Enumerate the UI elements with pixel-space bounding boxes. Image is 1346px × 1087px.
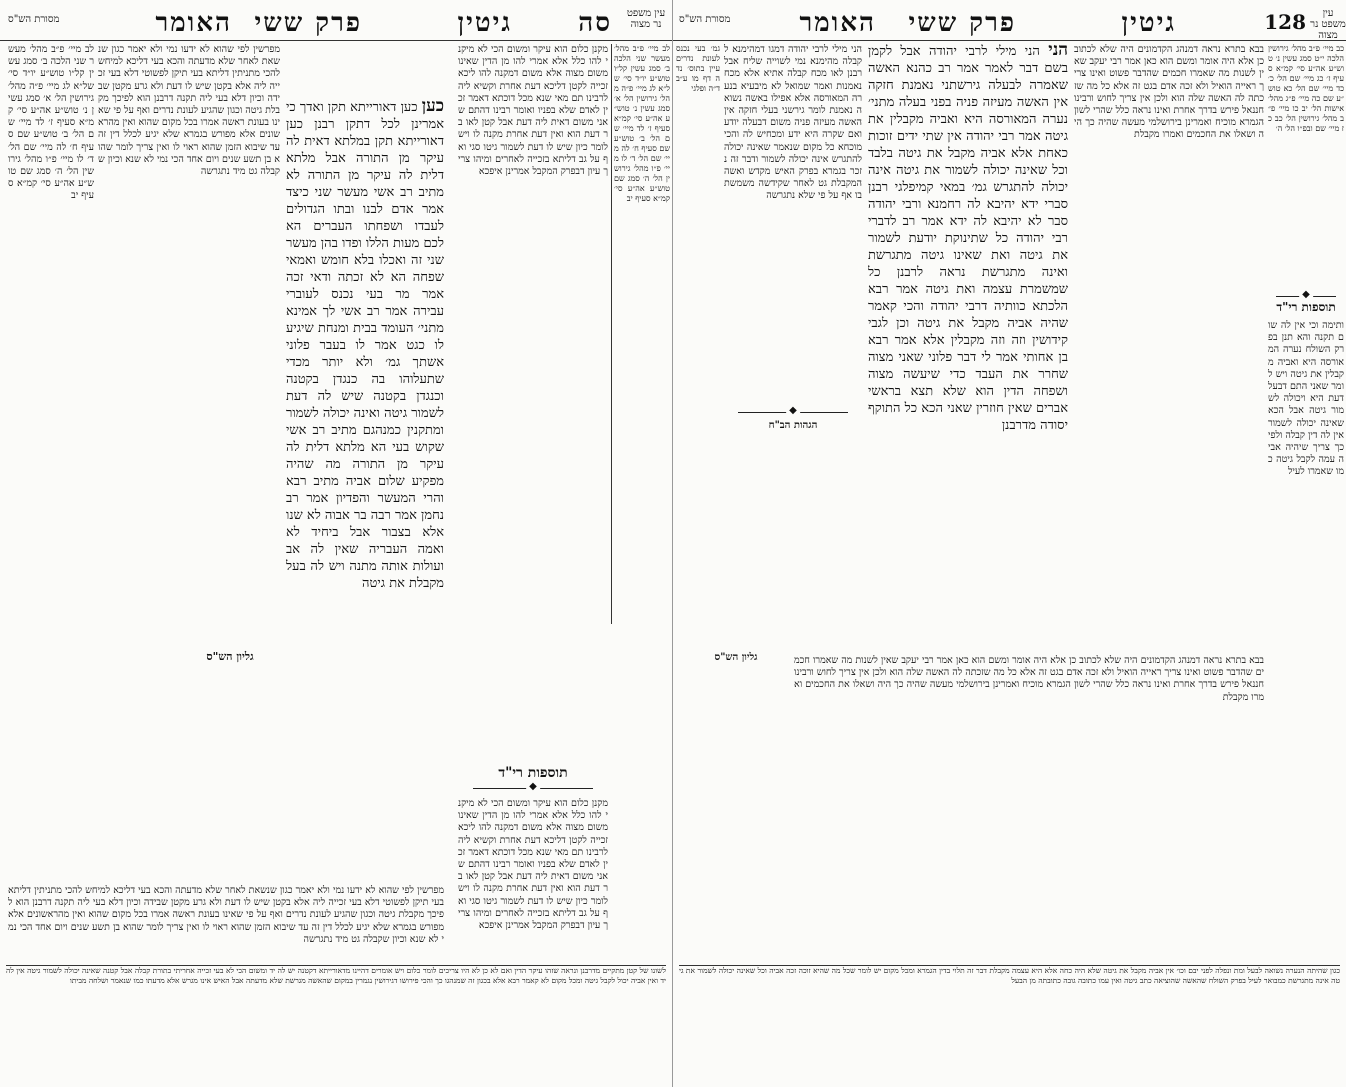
right-tosafot-rid-column: ותימה וכי אין לה שום תקנה והא תנן בפרק השולח נערה המאורסה היא ואביה מקבלין את גיטה ויש לומר שאני התם דבעל דעת היא ויכולה לשמור גיטה אבל הכא שאינה יכולה לשמור אין לה דין קבלה ולפיכך צריך שיהיה אביה עמה לקבל גיטה כמו שאמרו לעיל (1268, 320, 1344, 478)
right-perek-number: פרק ששי (908, 8, 1016, 38)
right-tosafot-column: בבא בתרא נראה דמנהג הקדמונים היה שלא לכתוב כן אלא היה אומר ומשם הוא כאן אמר רבי יעקב שאין לשנות מה שאמרו חכמים שהדבר פשוט ואינו צריך ראייה הואיל ולא זכה אדם בגט זה אלא כל מה שזכתה לה האשה שלה הוא ולכן אין צריך לחוש ורבינו חננאל פירש בדרך אחרת ואינו נראה כלל שהרי לשון הגמרא מוכיח ואמרינן בירושלמי מעשה שהיה כך היה ושאלו את החכמים ואמרו מקבלת (1074, 44, 1264, 141)
right-ornament-divider-2 (724, 408, 862, 418)
left-ein-mishpat-label: עין משפט נר מצוה (626, 8, 666, 30)
left-masoret-column: לב מיי׳ פ״ב מהל׳ מעשר שני הלכה ב׳ סמג עשין קל״ו טוש״ע יו״ד סי׳ של״א לג מיי׳ פ״ה מהל׳ גירושין הל׳ א׳ סמג עשין נ׳ טוש״ע אה״ע סי׳ קמ״א סעיף ז׳ לד מיי׳ שם הל׳ ב׳ טוש״ע שם סעיף ח׳ לה מיי׳ שם הל׳ ד׳ לו מיי׳ פ״ו מהל׳ גירושין הל׳ ה׳ סמג שם טוש״ע אה״ע סי׳ קמ״א סעיף יב (8, 44, 94, 202)
right-ein-mishpat-column: כב מיי׳ פ״ב מהל׳ גירושין הלכה י״ט סמג עשין נ׳ טוש״ע אה״ע סי׳ קמ״א סעיף ז׳ כג מיי׳ שם הל׳ כ׳ כד מיי׳ שם הל׳ כא טוש״ע שם כה מיי׳ פ״ג מהל׳ אישות הל׳ יב כו מיי׳ פ״ב מהל׳ גירושין הל׳ כב כז מיי׳ שם ובפ״ו הל׳ ה׳ (1268, 44, 1344, 133)
right-gilyon-title: גליון הש"ס (714, 652, 758, 663)
right-rashi-column: הני מילי לרבי יהודה דמגו דמהימנא לקבלה מהימנא נמי לשוייה שליח אבל רבנן לאו מכח קבלה אתיא אלא מכח נאמנות ואמר שמואל לא מיבעיא בנערה המאורסה אלא אפילו באשה נשואה נאמנת לומר גירשני בעלי חזקה אין האשה מעיזה פניה משום דבעלה יודע ואם שקרה היא ידע ומכחיש לה והכי מוכחא כל מקום שנאמר שאינה יכולה להתגרש אינה יכולה לשמור ודבר זה נזכר בגמרא בפרק האיש מקדש ואשה המקבלת גט לאחר שקידשה משמשת בו אף על פי שלא נתגרשה (724, 44, 862, 202)
right-page-header (673, 6, 1346, 41)
right-lower-commentary: בבא בתרא נראה דמנהג הקדמונים היה שלא לכתוב כן אלא היה אומר ומשם הוא כאן אמר רבי יעקב שאין לשנות מה שאמרו חכמים שהדבר פשוט ואינו צריך ראייה הואיל ולא זכה אדם בגט זה אלא כל מה שזכתה לה האשה שלה הוא ולכן אין צריך לחוש ורבינו חננאל פירש בדרך אחרת ואינו נראה כלל שהרי לשון הגמרא מוכיח ואמרינן בירושלמי מעשה שהיה כך היה ושאלו את החכמים ואמרו מקבלת (794, 655, 1264, 703)
left-masoret-label: מסורת הש"ס (8, 14, 60, 25)
left-perek-name: האומר (155, 8, 232, 38)
left-masechet-name: גיטין (457, 8, 512, 38)
left-mishna-head-1: כען (421, 98, 444, 116)
left-page-header (0, 6, 672, 41)
left-tosafot-rid-column: מקנן כלום הוא עיקר ומשום הכי לא מיקני להו כלל אלא אמרי להו מן הדין שאינו משום מצוה אלא משום דמקנה להו ליכא זכייה לקטן דליכא דעת אחרת וקשיא ליה לרבינו תם מאי שנא מכל דוכתא דאמר זכין לאדם שלא בפניו ואומר רבינו דהתם שאני משום דאית ליה דעת אבל קטן לאו בר דעת הוא ואין דעת אחרת מקנה לו ויש לומר כיון שיש לו דעת לשמור גיטו סגי ואף על גב דליתא בזכייה לאחרים ומיהו צריך עיון דבפרק המקבל אמרינן איפכא (458, 798, 608, 932)
right-footer-commentary: כגון שהיתה הנערה נשואה לבעל ומת ונפלה לפני יבם וכו׳ אין אביה מקבל את גיטה שלא היה כחה אלא היא עצמה מקבלת דבר זה תלוי בדין הגמרא ומכל מקום יש לומר שכל מה שהיא זוכה זכה אביה וכל שאינה יכולה לשמור את גיטה אינה מתגרשת כמבואר לעיל בפרק השולח שהאשה שהוציאה כתב גיטה ואין עמו כתובה גובה כתובתה מן הבעל (679, 965, 1340, 1084)
right-ein-mishpat-label: עין משפט נר מצוה (1310, 8, 1346, 41)
left-tosafot-rid-title: תוספות רי"ד (498, 765, 568, 781)
right-hagahot-title: הגהות הב"ח (768, 420, 818, 431)
left-rashi-column: מפרשין לפי שהוא לא ידעו נמי ולא יאמר כגון שנשאת לאחר שלא מדעתה והכא בעי דליכא למיחש להכי מתניתין דליתא בעי תיקן לפשוטי דלא בעי זכייה ליה אלא בקטן שיש לו דעת ולא גרע מקטן שבידה וכיון דלא בעי ליה תקנה דרבנן הוא לפיכך מקבלת גיטה וכגון שהגיע לעונת נדרים ואף על פי שאינו בעונת ראשה אמרו בכל מקום שהוא ואין מהראשונים אלא מפורש בגמרא שלא יגיע לכלל דין זה עד שיבוא הזמן שהוא ראוי לו ואין צריך לומר שהוא בן תשע שנים ויום אחד הכי נמי לא שנא וכיון שקבלה גט מיד נתגרשה (98, 44, 280, 178)
left-ornament-divider (458, 784, 608, 794)
left-gemara-main-text (286, 98, 444, 878)
right-gemara-body: הני מילי לרבי יהודה אבל לקמן בשם דבר לאמר אמר רב כהנא האשה שאמרה לבעלה גירשתני נאמנת חזקה אין האשה מעיזה פניה בפני בעלה מתני׳ נערה המאורסה היא ואביה מקבלין את גיטה אמר רבי יהודה אין שתי ידים זוכות כאחת אלא אביה מקבל את גיטה בלבד וכל שאינה יכולה לשמור את גיטה אינה יכולה להתגרש גמ׳ במאי קמיפלגי רבנן סברי ידא יהיבא לה רחמנא ורבי יהודה סבר לא יהיבא לה ידא אמר רב לדברי רבי יהודה כל שתינוקת יודעת לשמור את גיטה ואת שאינו גיטה מתגרשת ואינה מתגרשת נראה לרבנן כל שמשמרת עצמה ואת גיטה אמר רבא הלכתא כוותיה דרבי יהודה והכי קאמר שהיה אביה מקבל את גיטה וכן לגבי קידושין וזה וזה מקבלין אלא אמר רבא בן אחותי אמר לי דבר פלוני שאני מצוה שחרר את העבד כדי שיעשה מצוה ושפחה הדין הוא שלא תצא בראשי אברים שאין חוזרין שאני הכא כל התוקף יסודה מדרבנן (868, 44, 1068, 433)
left-tosafot-column: מקנן כלום הוא עיקר ומשום הכי לא מיקני להו כלל אלא אמרי להו מן הדין שאינו משום מצוה אלא משום דמקנה להו ליכא זכייה לקטן דליכא דעת אחרת וקשיא ליה לרבינו תם מאי שנא מכל דוכתא דאמר זכין לאדם שלא בפניו ואומר רבינו דהתם שאני משום דאית ליה דעת אבל קטן לאו בר דעת הוא ואין דעת אחרת מקנה לו ויש לומר כיון שיש לו דעת לשמור גיטו סגי ואף על גב דליתא בזכייה לאחרים ומיהו צריך עיון דבפרק המקבל אמרינן איפכא (458, 44, 608, 178)
right-perek-name: האומר (799, 8, 876, 38)
left-daf-number: סה (578, 8, 612, 38)
right-gemara-main-text (868, 42, 1068, 647)
left-ein-mishpat-column: לב מיי׳ פ״ב מהל׳ מעשר שני הלכה ב׳ סמג עשין קל״ו טוש״ע יו״ד סי׳ של״א לג מיי׳ פ״ה מהל׳ גירושין הל׳ א׳ סמג עשין נ׳ טוש״ע אה״ע סי׳ קמ״א סעיף ז׳ לד מיי׳ שם הל׳ ב׳ טוש״ע שם סעיף ח׳ לה מיי׳ שם הל׳ ד׳ לו מיי׳ פ״ו מהל׳ גירושין הל׳ ה׳ סמג שם טוש״ע אה״ע סי׳ קמ״א סעיף יב (614, 44, 670, 203)
left-perek-number: פרק ששי (254, 8, 362, 38)
left-gemara-body: כען דאורייתא תקן ואדך כי אמרינן לכל דתקן רבנן כען דאורייתא תקן במלתא דאית לה עיקר מן התורה אבל מלתא דלית לה עיקר מן התורה לא מתיב רב אשי מעשר שני כיצד אמר אדם לבנו ובתו הגדולים לעבדו ושפחתו העברים הא לכם מעות הללו ופדו בהן מעשר שני זה ואכלו בלא חומש ואמאי שפחה הא לא זכתה ודאי זכה אמר מר בעי נכנס לעוברי עבירה אמר רב אשי לך אמינא מתני׳ העומד בבית ומנחת שיגיע לו כגט אמר לו בעבר פלוני אשתך גמ׳ ולא יותר מכדי שתעלוהו בה כנגדן בקטנה וכנגדן בקטנה שיש לה דעת לשמור גיטה ואינה יכולה לשמור ומתקנין כמנהגם מתיב רב אשי שקוש בעי הא מלתא דלית לה עיקר מן התורה מה שהיה מפקיע שלום אביה מתיב רבא והרי המעשר והפדיון אמר רב נחמן אמר רבה בר אבוה לא שנו אלא בצבור אבל ביחיד לא ואמה העבריה שאין לה אב ועולות אותה מתנה ויש לה בעל מקבלת את גיטה (286, 100, 444, 591)
right-page-number: 128 (1264, 10, 1306, 34)
right-tosafot-rid-title: תוספות רי"ד (1276, 300, 1336, 314)
left-lower-commentary: מפרשין לפי שהוא לא ידעו נמי ולא יאמר כגון שנשאת לאחר שלא מדעתה והכא בעי דליכא למיחש להכי מתניתין דליתא בעי תיקן לפשוטי דלא בעי זכייה ליה אלא בקטן שיש לו דעת ולא גרע מקטן שבידה וכיון דלא בעי ליה תקנה דרבנן הוא לפיכך מקבלת גיטה וכגון שהגיע לעונת נדרים ואף על פי שאינו בעונת ראשה אמרו בכל מקום שהוא ואין מהראשונים אלא מפורש בגמרא שלא יגיע לכלל דין זה עד שיבוא הזמן שהוא ראוי לו ואין צריך לומר שהוא בן תשע שנים ויום אחד הכי נמי לא שנא וכיון שקבלה גט מיד נתגרשה (8, 885, 444, 945)
right-mishna-head-1: הני (1048, 42, 1068, 60)
left-gilyon-title: גליון הש"ס (206, 650, 254, 663)
left-ein-mishpat-divider (611, 44, 612, 624)
right-masoret-column: גמ׳ בעי נכנס לעונת נדרים עיין בתוס׳ נדה דף מו ע״ב ד״ה ופלגי (676, 44, 720, 93)
left-footer-commentary: לשונו של קטן מתקיים מדרבנן ונראה שזהו עיקר הדין ואם לא כן לא היו צריכים לומר כלום ויש אומרים דהיינו מדאורייתא דקטנה יש לה יד ומשום הכי לא בעי זכייה אחריתי בתורת קבלה אבל קטנה שאינה יכולה לשמור גיטה אין לה יד ואין אביה יכול לקבל גיטה ומכל מקום לא קאמר רבא אלא בכגון זה שמנהגו כך והכי פירושו דגירושין נגמרין במקום שהאשה מגרשת שלא מדעתה אבל האיש אינו מגרש אלא מדעתו כמו שנאמר ושלחה מביתו (6, 965, 666, 1084)
right-masoret-label: מסורת הש"ס (679, 14, 731, 25)
right-masechet-name: גיטין (1121, 8, 1176, 38)
right-page (673, 0, 1346, 1087)
